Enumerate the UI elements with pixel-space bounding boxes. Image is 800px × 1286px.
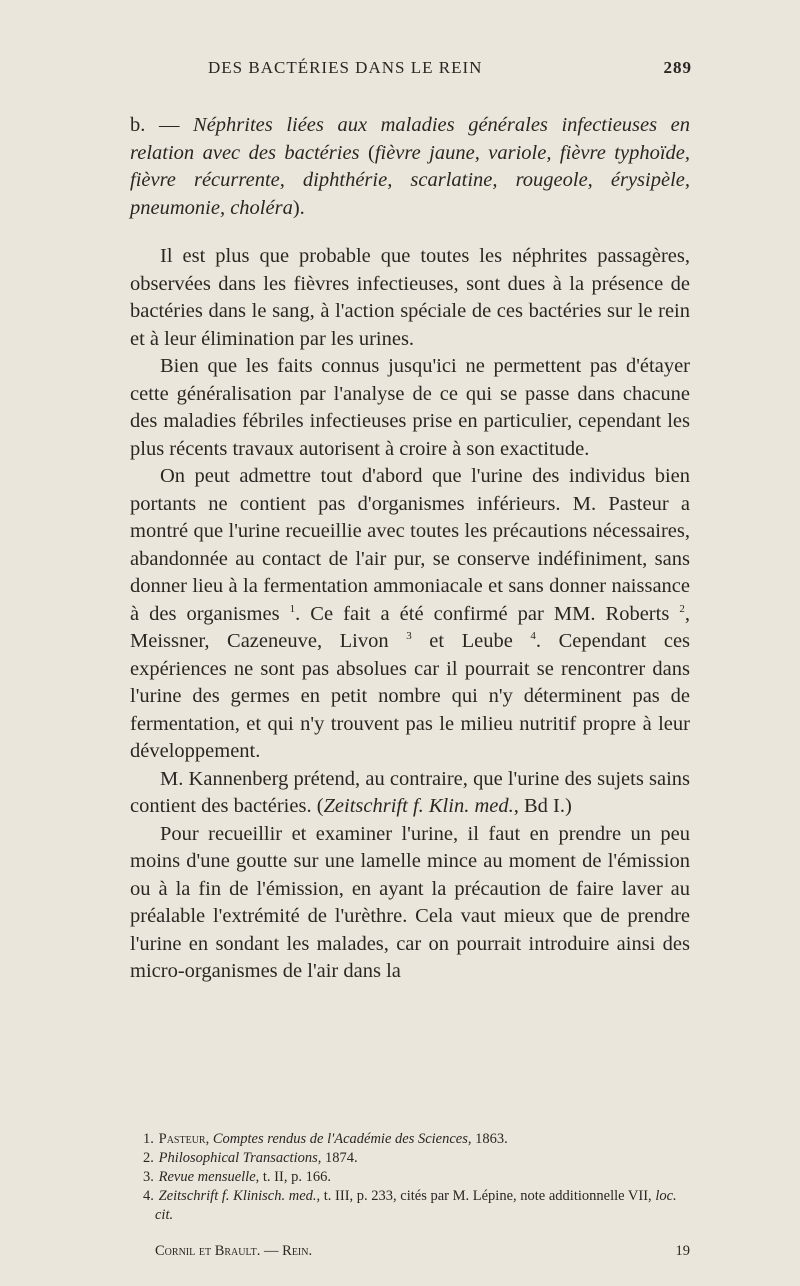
paragraph-3-part-c: , Meissner, Cazeneuve, Livon: [130, 602, 690, 652]
page-number: 289: [663, 58, 692, 77]
paragraph-4-part-b: , Bd I.): [513, 795, 572, 817]
footnote-1-sep: ,: [205, 1131, 213, 1147]
footnote-4: [130, 1187, 690, 1225]
footnotes: [130, 1130, 690, 1225]
signature-number: 19: [675, 1243, 690, 1259]
signature-text: Cornil et Brault. — Rein.: [155, 1243, 313, 1259]
footnote-3-number: 3.: [143, 1169, 154, 1185]
footnote-3-rest: , t. II, p. 166.: [255, 1169, 331, 1185]
main-text: [130, 112, 690, 986]
paragraph-3-part-e: . Cependant ces expériences ne sont pas absolues car il pourrait se rencontrer dans l'urine des germes en petit nombre qui n'y déterminent pas de fermentation, et qui n'y trouvent pas le milieu nutritif propre à leur développement.: [130, 630, 691, 762]
section-list-close: ).: [292, 196, 305, 219]
footnote-4-rest: , t. III, p. 233, cités par M. Lépine, note additionnelle VII,: [316, 1188, 652, 1204]
footnote-1-rest: , 1863.: [467, 1131, 508, 1147]
paragraph-3-part-d: et Leube: [411, 630, 513, 652]
footnote-2-rest: , 1874.: [317, 1150, 358, 1166]
section-title: Néphrites liées aux maladies générales infectieuses en relation avec des bactéries: [130, 114, 691, 164]
paragraph-3-part-a: On peut admettre tout d'abord que l'urine des individus bien portants ne contient pas d'organismes inférieurs. M. Pasteur a montré que l'urine recueillie avec toutes les précautions nécessaires, abandonnée au contact de l'air pur, se conserve indéfiniment, sans donner lieu à la fermentation ammoniacale et sans donner naissance à des organismes: [130, 465, 690, 625]
paragraph-3: [130, 463, 690, 766]
footnote-3: [130, 1168, 690, 1187]
footnote-1-author: Pasteur: [158, 1131, 206, 1147]
footnote-4-title: Zeitschrift f. Klinisch. med.: [158, 1188, 317, 1204]
footnote-1-number: 1.: [143, 1131, 154, 1147]
footnote-4-number: 4.: [143, 1188, 154, 1204]
paragraph-3-part-b: . Ce fait a été confirmé par MM. Roberts: [295, 602, 670, 625]
footnote-2-title: Philosophical Transactions: [158, 1150, 318, 1166]
paragraph-4: [130, 766, 690, 821]
section-heading: [130, 112, 690, 222]
footnote-ref-1: 1: [289, 602, 296, 615]
section-disease-list: fièvre jaune, variole, fièvre typhoïde, fièvre récurrente, diphthérie, scarlatine, rougeole, érysipèle, pneumonie, choléra: [130, 141, 691, 219]
footnote-ref-2: 2: [679, 602, 685, 615]
footnote-2-number: 2.: [143, 1150, 154, 1166]
footnote-2: [130, 1149, 690, 1168]
section-label: b. —: [130, 114, 180, 136]
footnote-4-loc-cit: loc. cit.: [155, 1188, 677, 1223]
footnote-ref-4: 4: [530, 630, 536, 643]
running-head: [130, 58, 690, 84]
printer-signature: [155, 1243, 690, 1260]
paragraph-1: Il est plus que probable que toutes les néphrites passagères, observées dans les fièvres infectieuses, sont dues à la présence de bactéries dans le sang, à l'action spéciale de ces bactéries sur le rein et à leur élimination par les urines.: [130, 245, 690, 350]
footnote-1-title: Comptes rendus de l'Académie des Sciences: [212, 1131, 468, 1147]
running-head-title: DES BACTÉRIES DANS LE REIN: [208, 58, 483, 77]
footnote-ref-3: 3: [406, 630, 412, 643]
paragraph-5: Pour recueillir et examiner l'urine, il faut en prendre un peu moins d'une goutte sur une lamelle mince au moment de l'émission ou à la fin de l'émission, en ayant la précaution de faire laver au préalable l'extrémité de l'urèthre. Cela vaut mieux que de prendre l'urine en sondant les malades, car on pourrait introduire ainsi des micro-organismes de l'air dans la: [130, 822, 690, 982]
paragraph-2: Bien que les faits connus jusqu'ici ne permettent pas d'étayer cette généralisation par l'analyse de ce qui se passe dans chacune des maladies fébriles infectieuses prise en particulier, cependant les plus récents travaux autorisent à croire à son exactitude.: [130, 355, 690, 460]
footnote-1: [130, 1130, 690, 1149]
section-list-open: (: [367, 141, 375, 164]
paragraph-4-part-a: M. Kannenberg prétend, au contraire, que l'urine des sujets sains contient des bactéries. (: [130, 767, 690, 817]
footnote-3-title: Revue mensuelle: [158, 1169, 256, 1185]
paragraph-4-journal: Zeitschrift f. Klin. med.: [323, 795, 514, 817]
